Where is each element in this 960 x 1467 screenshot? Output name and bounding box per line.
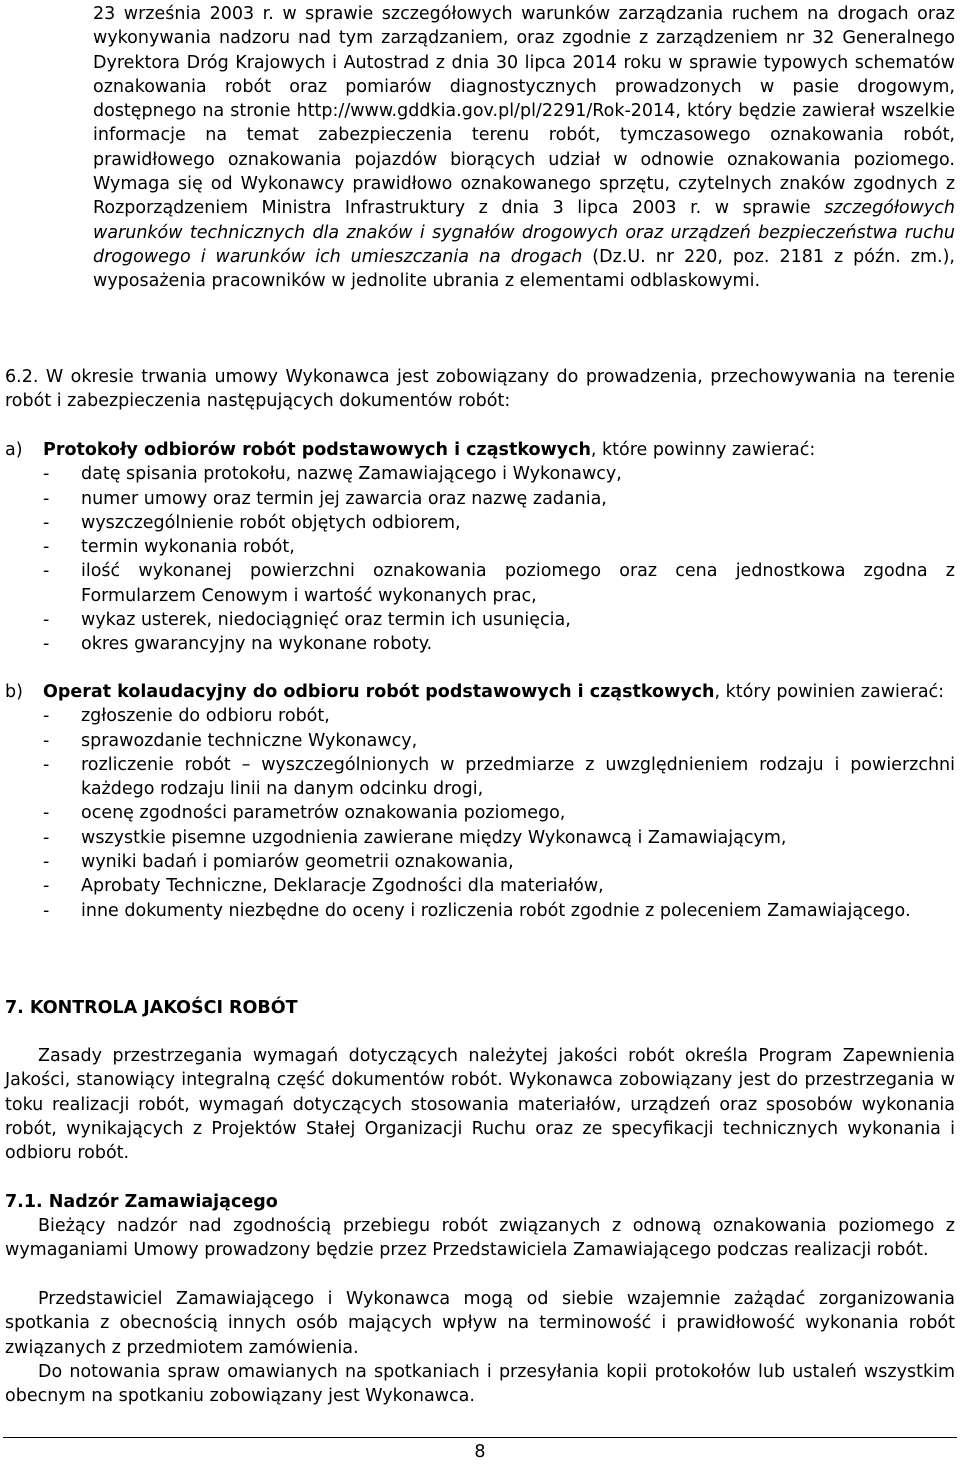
list-item-text: sprawozdanie techniczne Wykonawcy, xyxy=(81,730,418,751)
list-item xyxy=(43,535,955,559)
list-dash: - xyxy=(43,706,50,727)
list-dash: - xyxy=(43,610,50,631)
list-item-text: numer umowy oraz termin jej zawarcia oraz nazwę zadania, xyxy=(81,488,607,509)
section-7-heading xyxy=(5,996,298,1020)
list-dash: - xyxy=(43,730,50,751)
list-item xyxy=(43,826,955,850)
list-item xyxy=(43,874,955,898)
list-b-marker: b) xyxy=(5,682,23,702)
list-b-heading-rest: , który powinien zawierać: xyxy=(714,682,945,702)
list-item-text: ocenę zgodności parametrów oznakowania poziomego, xyxy=(81,803,566,824)
list-item-text: wyszczególnienie robót objętych odbiorem, xyxy=(81,512,461,533)
list-a-items xyxy=(43,462,955,656)
list-dash: - xyxy=(43,900,50,921)
list-item-text: inne dokumenty niezbędne do oceny i rozliczenia robót zgodnie z poleceniem Zamawiającego. xyxy=(81,900,911,921)
section-7-1-paragraph-1: Bieżący nadzór nad zgodnością przebiegu robót związanych z odnową oznakowania poziomego z wymaganiami Umowy prowadzony będzie przez Przedstawiciela Zamawiającego podczas realizacji robót. xyxy=(5,1216,955,1261)
list-a-heading xyxy=(5,438,955,462)
list-item-text: zgłoszenie do odbioru robót, xyxy=(81,706,330,727)
section-7-heading-text: 7. KONTROLA JAKOŚCI ROBÓT xyxy=(5,998,298,1018)
list-item-text: wyniki badań i pomiarów geometrii oznakowania, xyxy=(81,852,514,873)
intro-italic-title: szczegółowych warunków technicznych dla znaków i sygnałów drogowych oraz urządzeń bezpieczeństwa ruchu drogowego i warunków ich umieszczania na drogach xyxy=(93,198,955,267)
list-dash: - xyxy=(43,464,50,485)
intro-paragraph xyxy=(93,2,955,294)
list-a-marker: a) xyxy=(5,440,23,460)
list-item-text: rozliczenie robót – wyszczególnionych w przedmiarze z uwzględnieniem rodzaju i powierzchni każdego rodzaju linii na danym odcinku drogi, xyxy=(81,754,955,800)
list-item xyxy=(43,704,955,728)
list-dash: - xyxy=(43,852,50,873)
list-dash: - xyxy=(43,876,50,897)
list-item xyxy=(43,753,955,802)
list-b-items xyxy=(43,704,955,923)
list-item-text: ilość wykonanej powierzchni oznakowania poziomego oraz cena jednostkowa zgodna z Formularzem Cenowym i wartość wykonanych prac, xyxy=(81,561,955,606)
list-item-text: wszystkie pisemne uzgodnienia zawierane między Wykonawcą i Zamawiającym, xyxy=(81,827,787,848)
list-a-heading-rest: , które powinny zawierać: xyxy=(590,440,816,460)
list-item xyxy=(43,729,955,753)
page-number: 8 xyxy=(474,1442,486,1462)
list-dash: - xyxy=(43,561,50,582)
list-item xyxy=(43,511,955,535)
section-6-2-paragraph: 6.2. W okresie trwania umowy Wykonawca jest zobowiązany do prowadzenia, przechowywania na terenie robót i zabezpieczenia następujących dokumentów robót: xyxy=(5,367,955,412)
section-7-1-paragraph-2: Przedstawiciel Zamawiającego i Wykonawca mogą od siebie wzajemnie zażądać zorganizowania spotkania z obecnością innych osób mających wpływ na terminowość i prawidłowość wykonania robót związanych z przedmiotem zamówienia. xyxy=(5,1289,955,1358)
list-dash: - xyxy=(43,512,50,533)
list-b xyxy=(5,680,955,923)
list-dash: - xyxy=(43,754,50,775)
list-dash: - xyxy=(43,488,50,509)
section-7-1-heading-text: 7.1. Nadzór Zamawiającego xyxy=(5,1192,278,1212)
list-item-text: Aprobaty Techniczne, Deklaracje Zgodności dla materiałów, xyxy=(81,876,604,897)
list-item xyxy=(43,559,955,608)
list-b-heading xyxy=(5,680,955,704)
section-7-1-paragraph-3: Do notowania spraw omawianych na spotkaniach i przesyłania kopii protokołów lub ustaleń wszystkim obecnym na spotkaniu zobowiązany jest Wykonawca. xyxy=(5,1362,955,1407)
list-item xyxy=(43,632,955,656)
list-item xyxy=(43,487,955,511)
list-item xyxy=(43,899,955,923)
list-item-text: okres gwarancyjny na wykonane roboty. xyxy=(81,634,433,655)
list-b-bold-title: Operat kolaudacyjny do odbioru robót podstawowych i cząstkowych xyxy=(43,682,715,702)
intro-text-2: (Dz.U. nr 220, poz. 2181 z późn. zm.), wyposażenia pracowników w jednolite ubrania z elementami odblaskowymi. xyxy=(93,246,955,292)
list-item-text: wykaz usterek, niedociągnięć oraz termin ich usunięcia, xyxy=(81,610,571,631)
intro-text-1: 23 września 2003 r. w sprawie szczegółowych warunków zarządzania ruchem na drogach oraz wykonywania nadzoru nad tym zarządzaniem, oraz zgodnie z zarządzeniem nr 32 Generalnego Dyrektora Dróg Krajowych i Autostrad z dnia 30 lipca 2014 roku w sprawie typowych schematów oznakowania robót oraz pomiarów diagnostycznych prowadzonych w pasie drogowym, dostępnego na stronie http://www.gddkia.gov.pl/pl/2291/Rok-2014, który będzie zawierał wszelkie informacje na temat zabezpieczenia terenu robót, tymczasowego oznakowania robót, prawidłowego oznakowania pojazdów biorących udział w odnowie oznakowania poziomego. Wymaga się od Wykonawcy prawidłowo oznakowanego sprzętu, czytelnych znaków zgodnych z Rozporządzeniem Ministra Infrastruktury z dnia 3 lipca 2003 r. w sprawie xyxy=(93,4,955,219)
section-7-paragraph: Zasady przestrzegania wymagań dotyczących należytej jakości robót określa Program Zapewnienia Jakości, stanowiący integralną część dokumentów robót. Wykonawca zobowiązany jest do przestrzegania w toku realizacji robót, wymagań dotyczących stosowania materiałów, urządzeń oraz sposobów wykonania robót, wynikających z Projektów Stałej Organizacji Ruchu oraz ze specyfikacji technicznych wykonania i odbioru robót. xyxy=(5,1046,955,1164)
list-dash: - xyxy=(43,827,50,848)
list-item xyxy=(43,608,955,632)
list-dash: - xyxy=(43,803,50,824)
list-item-text: termin wykonania robót, xyxy=(81,537,295,558)
list-item xyxy=(43,850,955,874)
list-a xyxy=(5,438,955,657)
list-item-text: datę spisania protokołu, nazwę Zamawiającego i Wykonawcy, xyxy=(81,464,622,485)
section-7-1-heading xyxy=(5,1190,278,1214)
list-dash: - xyxy=(43,634,50,655)
list-dash: - xyxy=(43,537,50,558)
footer-divider xyxy=(3,1437,957,1438)
list-item xyxy=(43,801,955,825)
list-a-bold-title: Protokoły odbiorów robót podstawowych i cząstkowych xyxy=(43,440,591,460)
list-item xyxy=(43,462,955,486)
